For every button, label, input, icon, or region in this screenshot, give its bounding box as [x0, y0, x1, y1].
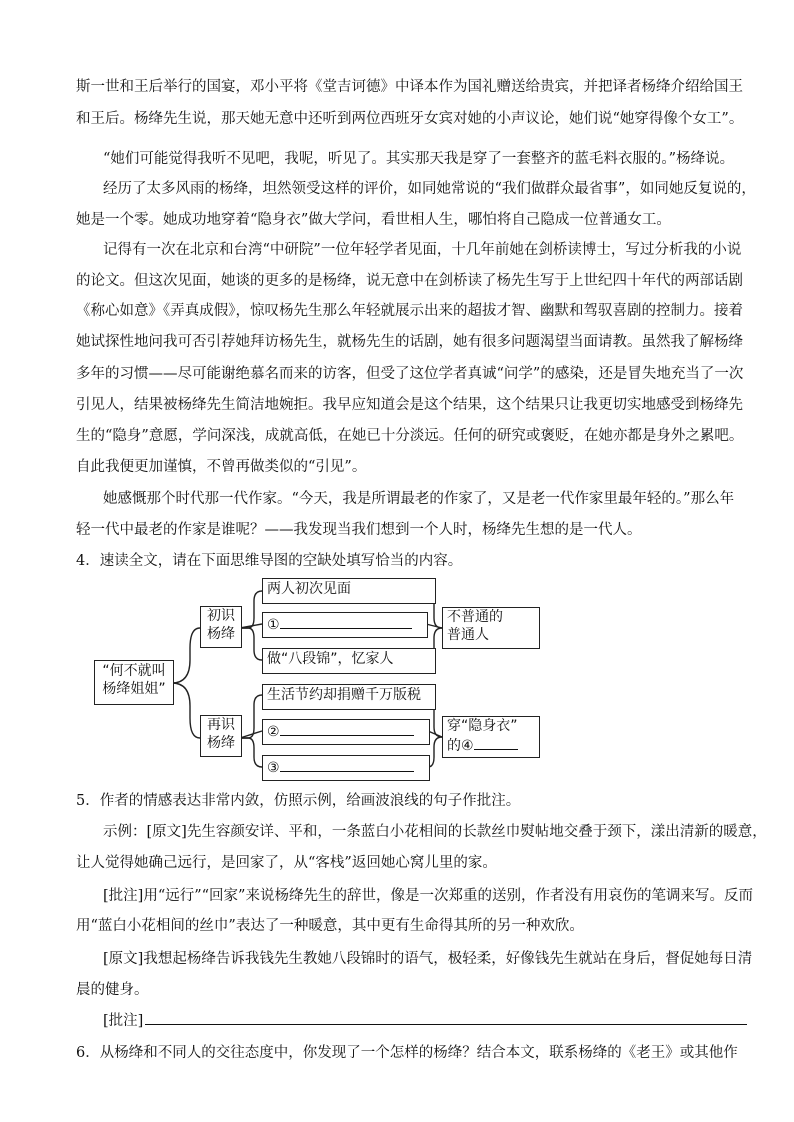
text-line: 记得有一次在北京和台湾“中研院”一位年轻学者见面，十几年前她在剑桥读博士，写过分析我的小说 [103, 242, 742, 258]
text-line: 自此我便更加谨慎，不曾再做类似的“引见”。 [76, 459, 367, 475]
blank-number: ② [267, 724, 280, 740]
text-line: 她是一个零。她成功地穿着“隐身衣”做大学问，看世相人生，哪怕将自己隐成一位普通女工。 [76, 212, 671, 228]
summary-ordinary-person [442, 607, 540, 649]
branch-first-meeting [200, 606, 242, 648]
branch1-item-3 [262, 648, 436, 674]
summary1-line-2: 普通人 [447, 627, 489, 643]
branch2-item-1 [262, 684, 436, 710]
text-line: 她感慨那个时代那一代作家。“今天，我是所谓最老的作家了，又是老一代作家里最年轻的。”那么年 [103, 491, 735, 507]
example-line: 示例：[原文]先生容颜安详、平和，一条蓝白小花相间的长款丝巾熨帖地交叠于颈下，漾出清新的暖意， [103, 824, 767, 840]
text-line: 多年的习惯——尽可能谢绝慕名而来的访客，但受了这位学者真诚“问学”的感染，还是冒失地充当了一次 [76, 366, 744, 382]
branch1-item-blank-1[interactable] [262, 612, 428, 638]
branch2-line-1: 再识 [207, 717, 235, 733]
item-text: 生活节约却捐赠千万版税 [267, 687, 421, 703]
text-line: “她们可能觉得我听不见吧，我呢，听见了。其实那天我是穿了一套整齐的蓝毛料衣服的。”杨绛说。 [103, 151, 735, 167]
item-text: 两人初次见面 [267, 581, 351, 597]
question-4-prompt: 4．速读全文，请在下面思维导图的空缺处填写恰当的内容。 [76, 553, 463, 569]
text-line: 引见人，结果被杨绛先生简洁地婉拒。我早应知道会是这个结果，这个结果只让我更切实地感受到杨绛先 [76, 397, 743, 413]
summary2-line-1: 穿“隐身衣” [447, 718, 518, 734]
annotation-line: [批注]用“远行”“回家”来说杨绛先生的辞世，像是一次郑重的送别，作者没有用哀伤的笔调来写。反而 [103, 888, 753, 904]
blank-line[interactable] [280, 757, 414, 772]
blank-number: ③ [267, 760, 280, 776]
branch1-line-2: 杨绛 [207, 626, 235, 642]
question-5-prompt: 5．作者的情感表达非常内敛，仿照示例，给画波浪线的句子作批注。 [76, 793, 521, 809]
branch1-item-1 [262, 578, 436, 604]
root-line-2: 杨绛姐姐” [102, 681, 166, 697]
branch-second-meeting [200, 715, 242, 757]
branch2-item-blank-2[interactable] [262, 719, 430, 745]
example-line: 让人觉得她确己远行，是回家了，从“客栈”返回她心窝儿里的家。 [76, 855, 497, 871]
blank-number: ① [267, 617, 280, 633]
blank-line[interactable] [280, 721, 414, 736]
root-line-1: “何不就叫 [102, 663, 166, 679]
original-text-line: [原文]我想起杨绛告诉我钱先生教她八段锦时的语气，极轻柔，好像钱先生就站在身后，督促她每日清 [103, 951, 753, 967]
text-line: 她试探性地问我可否引荐她拜访杨先生，就杨先生的话剧，她有很多问题渴望当面请教。虽然我了解杨绛 [76, 334, 743, 350]
question-6-prompt: 6．从杨绛和不同人的交往态度中，你发现了一个怎样的杨绛？结合本文，联系杨绛的《老王》或其他作 [76, 1045, 738, 1061]
mind-map-root [94, 660, 174, 705]
text-line: 轻一代中最老的作家是谁呢？——我发现当我们想到一个人时，杨绛先生想的是一代人。 [76, 522, 642, 538]
summary2-line-2: 的④ [447, 738, 474, 754]
text-line: 经历了太多风雨的杨绛，坦然领受这样的评价，如同她常说的“我们做群众最省事”，如同她反复说的， [103, 181, 756, 197]
answer-line[interactable] [145, 1023, 747, 1025]
branch2-line-2: 杨绛 [207, 735, 235, 751]
summary1-line-1: 不普通的 [447, 609, 503, 625]
text-line: 和王后。杨绛先生说，那天她无意中还听到两位西班牙女宾对她的小声议论，她们说“她穿得像个女工”。 [76, 111, 744, 127]
text-line: 的论文。但这次见面，她谈的更多的是杨绛，说无意中在剑桥读了杨先生写于上世纪四十年代的两部话剧 [76, 273, 743, 289]
blank-line[interactable] [280, 614, 412, 629]
blank-line[interactable] [474, 735, 518, 750]
text-line: 《称心如意》《弄真成假》，惊叹杨先生那么年轻就展示出来的超拔才智、幽默和驾驭喜剧的控制力。接着 [76, 303, 743, 319]
item-text: 做“八段锦”，忆家人 [267, 651, 394, 667]
original-text-line: 晨的健身。 [76, 982, 149, 998]
summary-invisibility-cloak[interactable] [442, 716, 540, 758]
text-line: 斯一世和王后举行的国宴，邓小平将《堂吉诃德》中译本作为国礼赠送给贵宾，并把译者杨绛介绍给国王 [76, 79, 743, 95]
annotation-line: 用“蓝白小花相间的丝巾”表达了一种暖意，其中更有生命得其所的另一种欢欣。 [76, 918, 584, 934]
answer-label: [批注] [103, 1013, 144, 1029]
text-line: 生的“隐身”意愿，学问深浅，成就高低，在她已十分淡远。任何的研究或褒贬，在她亦都是身外之累吧。 [76, 428, 744, 444]
branch2-item-blank-3[interactable] [262, 755, 430, 781]
branch1-line-1: 初识 [207, 608, 235, 624]
